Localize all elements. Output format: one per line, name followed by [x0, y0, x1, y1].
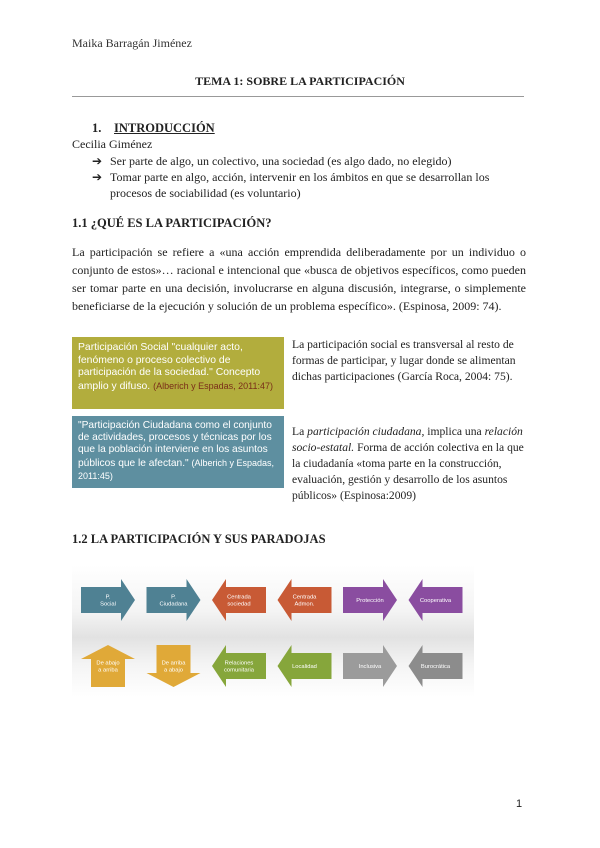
participacion-social-box — [72, 337, 284, 409]
text-run: La — [292, 425, 305, 438]
bullet-item — [92, 169, 522, 201]
diagram-background — [72, 565, 474, 697]
bullet-text: Tomar parte en algo, acción, intervenir en los ámbitos en que se desarrollan los procesos de sociabilidad (es voluntario) — [110, 170, 490, 200]
participacion-ciudadana-box — [72, 416, 284, 488]
arrow-bullet-icon: ➔ — [92, 170, 103, 184]
diagram-arrow-label: P. Social — [100, 594, 116, 608]
document-author: Maika Barragán Jiménez — [72, 36, 192, 50]
title-divider — [72, 96, 524, 97]
section-number: 1. — [92, 121, 102, 135]
box-text: "Participación Ciudadana como el conjunto de actividades, procesos y técnicas por los que la población interviene en los asuntos públicos que le afectan." — [78, 420, 272, 469]
box-citation: (Alberich y Espadas, 2011:45) — [78, 457, 275, 481]
text-run: Forma de acción colectiva en la que la ciudadanía «toma parte en la construcción, evaluación, gestión y desarrollo de los asuntos públicos» (Espinosa:2009) — [292, 441, 524, 502]
diagram-arrow-label: Cooperativa — [419, 598, 452, 604]
diagram-arrow-label: Protección — [356, 598, 384, 604]
bullet-text: Ser parte de algo, un colectivo, una sociedad (es algo dado, no elegido) — [110, 154, 452, 168]
diagram-arrow-label: Inclusiva — [358, 664, 382, 670]
ciudadana-relation-text — [292, 424, 528, 504]
document-title: TEMA 1: SOBRE LA PARTICIPACIÓN — [195, 74, 405, 88]
italic-term: relación socio-estatal. — [292, 425, 523, 454]
diagram-arrow-label: Burocrática — [420, 664, 451, 670]
box-citation: (Alberich y Espadas, 2011:47) — [153, 380, 273, 391]
social-transversal-text: La participación social es transversal al resto de formas de participar, y lugar donde se alimentan dichas participaciones (García Roca, 2004: 75). — [292, 338, 516, 383]
diagram-arrow-label: P. Ciudadana — [159, 594, 188, 608]
box-text: Participación Social "cualquier acto, fenómeno o proceso colectivo de participación de la sociedad." Concepto amplio y difuso. — [78, 342, 261, 392]
arrow-bullet-icon: ➔ — [92, 154, 103, 168]
diagram-arrow-label: De abajo a arriba — [96, 660, 120, 674]
section-heading-paradojas: 1.2 LA PARTICIPACIÓN Y SUS PARADOJAS — [72, 532, 326, 546]
page-number: 1 — [516, 798, 523, 810]
section-title: INTRODUCCIÓN — [114, 121, 215, 135]
diagram-arrow-label: Relaciones comunitaria — [224, 660, 254, 674]
definition-paragraph: La participación se refiere a «una acción emprendida deliberadamente por un individuo o conjunto de estos»… racional e intencional que «busca de objetivos específicos, como pueden ser tomar parte en una decisión, involucrarse en alguna discusión, integrarse, o simplemente beneficiarse de la ejecución y solución de un problema específico». (Espinosa, 2009: 74). — [72, 245, 526, 313]
section-heading-introduccion — [92, 121, 215, 136]
diagram-arrow-label: Centrada Admon. — [292, 594, 317, 608]
paradoxes-diagram — [72, 565, 474, 697]
section-subtitle: Cecilia Giménez — [72, 137, 153, 151]
text-run: implica una — [427, 425, 482, 438]
italic-term: participación ciudadana, — [307, 425, 425, 438]
bullet-item — [92, 153, 522, 169]
diagram-arrow-label: De arriba a abajo — [161, 660, 186, 674]
section-heading-que-es: 1.1 ¿QUÉ ES LA PARTICIPACIÓN? — [72, 216, 272, 230]
diagram-arrow-label: Centrada sociedad — [227, 594, 251, 608]
diagram-arrow-label: Localidad — [292, 664, 317, 670]
